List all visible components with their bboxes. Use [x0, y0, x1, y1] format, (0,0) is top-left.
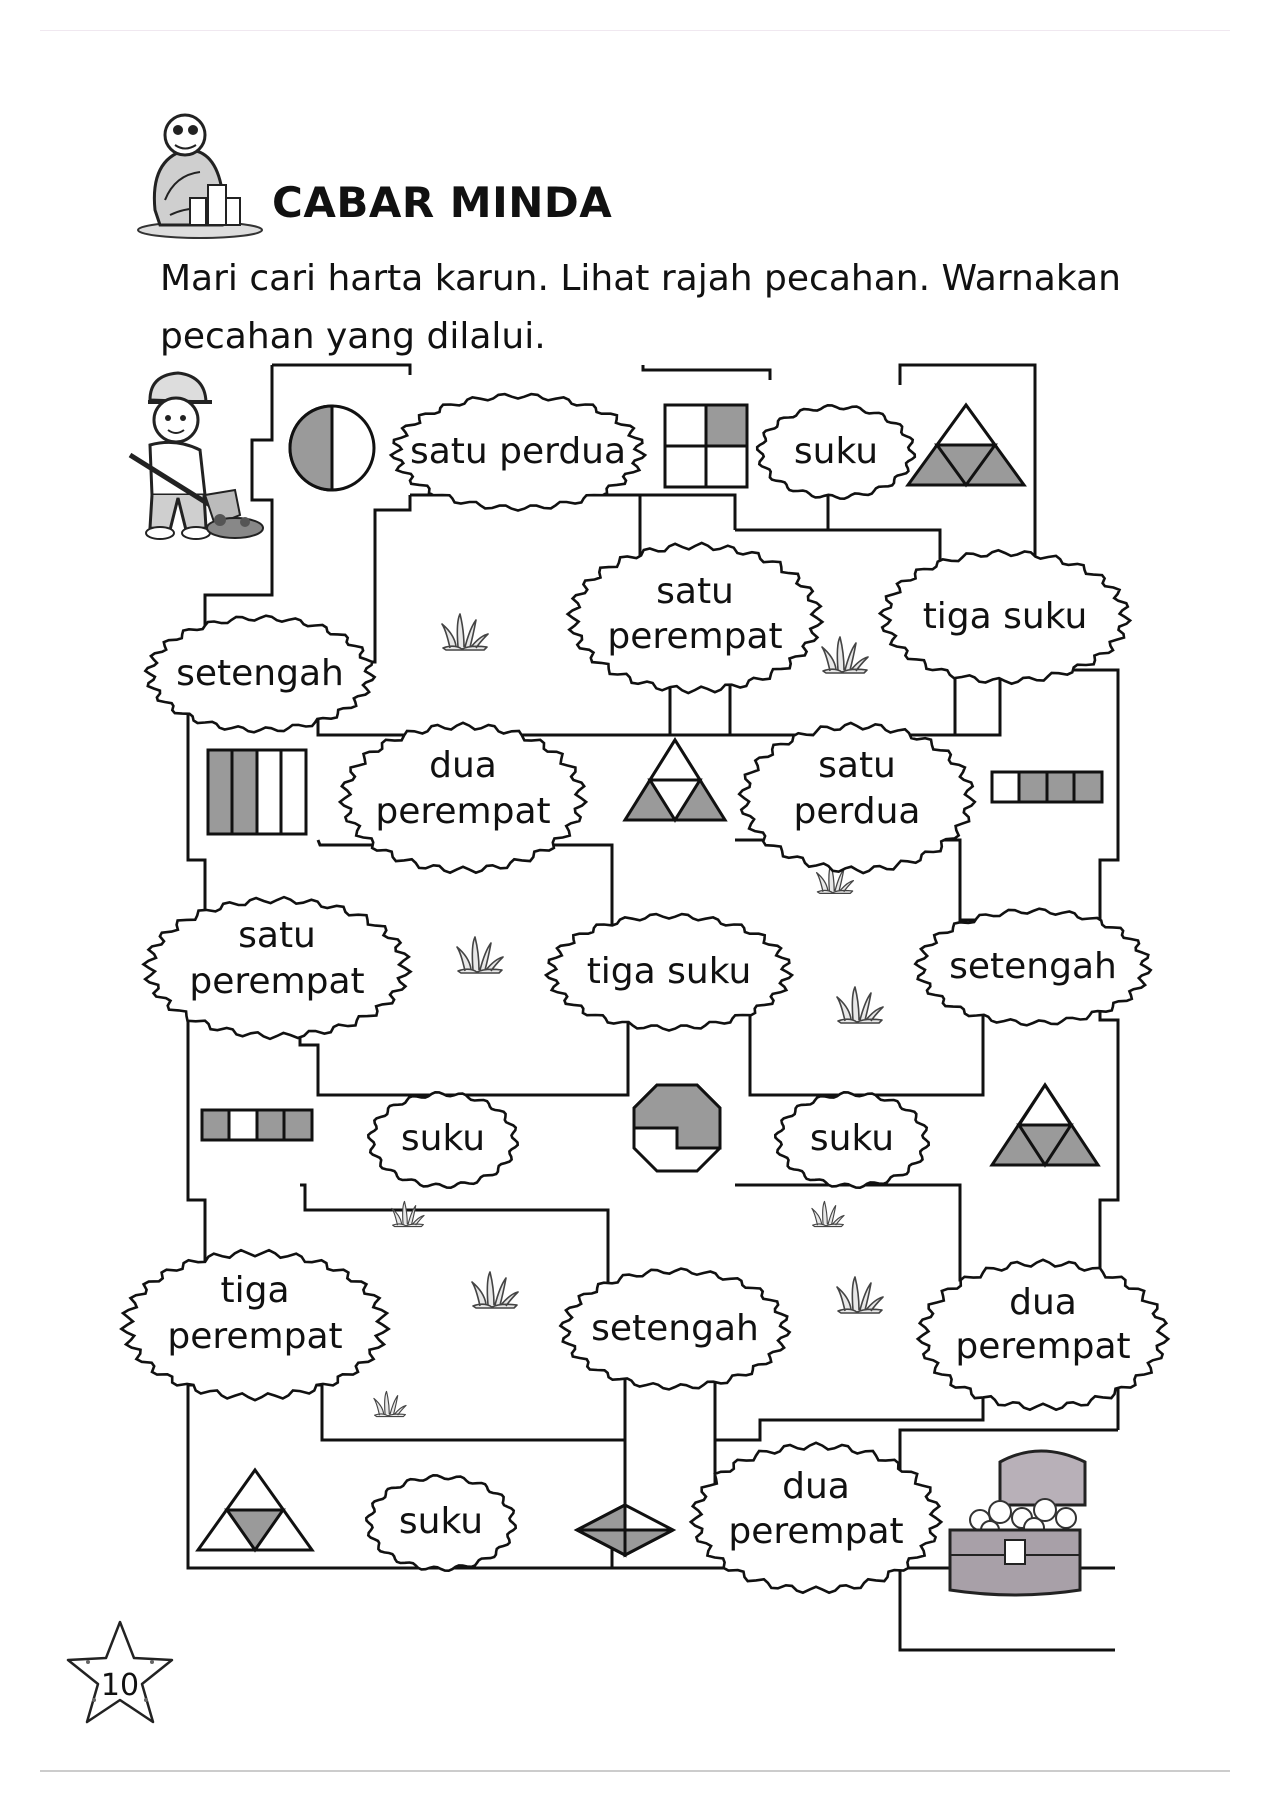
label-suku: suku: [793, 431, 879, 472]
fraction-strip-three-quarter-icon: [992, 772, 1102, 802]
label-satu-perdua: satu perdua: [409, 431, 627, 472]
label-suku-d: suku: [398, 1501, 484, 1542]
label-suku-c: suku: [809, 1118, 895, 1159]
label-satu-perdua-line1: satu: [818, 745, 896, 786]
instruction-line-1: Mari cari harta karun. Lihat rajah pecahan. Warnakan: [160, 258, 1121, 299]
label-satu-perempat-line2: perempat: [607, 616, 783, 657]
label-satu-perempat-line2-b: perempat: [189, 961, 365, 1002]
label-dua-perempat-line2-c: perempat: [728, 1511, 904, 1552]
label-dua-perempat-line1-b: dua: [1009, 1282, 1077, 1323]
label-tiga-suku: tiga suku: [922, 596, 1088, 637]
label-setengah-c: setengah: [591, 1308, 759, 1349]
fraction-triangle-quarter-icon: [198, 1470, 312, 1550]
label-satu-perempat-line1-b: satu: [238, 915, 316, 956]
label-dua-perempat-line2: perempat: [375, 791, 551, 832]
label-setengah-b: setengah: [949, 946, 1117, 987]
instruction-line-2: pecahan yang dilalui.: [160, 316, 546, 357]
fraction-triangle-half-icon: [625, 740, 725, 820]
page-number-star-icon: [68, 1622, 172, 1722]
fraction-diamond-half-icon: [577, 1505, 673, 1555]
fraction-strip-half-icon: [202, 1110, 312, 1140]
label-tiga-perempat-line2: perempat: [167, 1316, 343, 1357]
boy-digging-icon: [130, 373, 263, 539]
grass-icon: [837, 1277, 883, 1313]
label-tiga-perempat-line1: tiga: [220, 1270, 290, 1311]
label-suku-b: suku: [400, 1118, 486, 1159]
treasure-chest-icon: [950, 1451, 1085, 1595]
grass-icon: [374, 1391, 406, 1416]
label-dua-perempat-line2-b: perempat: [955, 1326, 1131, 1367]
label-dua-perempat-line1: dua: [429, 745, 497, 786]
fraction-triangle-three-quarter-icon-2: [992, 1085, 1098, 1165]
label-satu-perdua-line2: perdua: [793, 791, 921, 832]
page-title: CABAR MINDA: [272, 178, 613, 227]
grass-icon: [392, 1201, 424, 1226]
label-dua-perempat-line1-c: dua: [782, 1466, 850, 1507]
grass-icon: [442, 614, 488, 650]
fraction-circle-half-icon: [290, 406, 374, 490]
label-setengah: setengah: [176, 653, 344, 694]
fraction-octagon-half-icon: [634, 1085, 720, 1171]
fraction-bar-two-thirds-icon: [208, 750, 306, 834]
grass-icon: [472, 1272, 518, 1308]
label-satu-perempat-line1: satu: [656, 571, 734, 612]
grass-icon: [812, 1201, 844, 1226]
grass-icon: [822, 637, 868, 673]
fraction-square-quarter-icon: [665, 405, 747, 487]
grass-icon: [457, 937, 503, 973]
turtle-mascot-icon: [138, 115, 262, 238]
fraction-triangle-three-quarter-icon: [908, 405, 1024, 485]
label-tiga-suku-b: tiga suku: [586, 951, 752, 992]
grass-icon: [837, 987, 883, 1023]
page-number: 10: [100, 1668, 140, 1703]
